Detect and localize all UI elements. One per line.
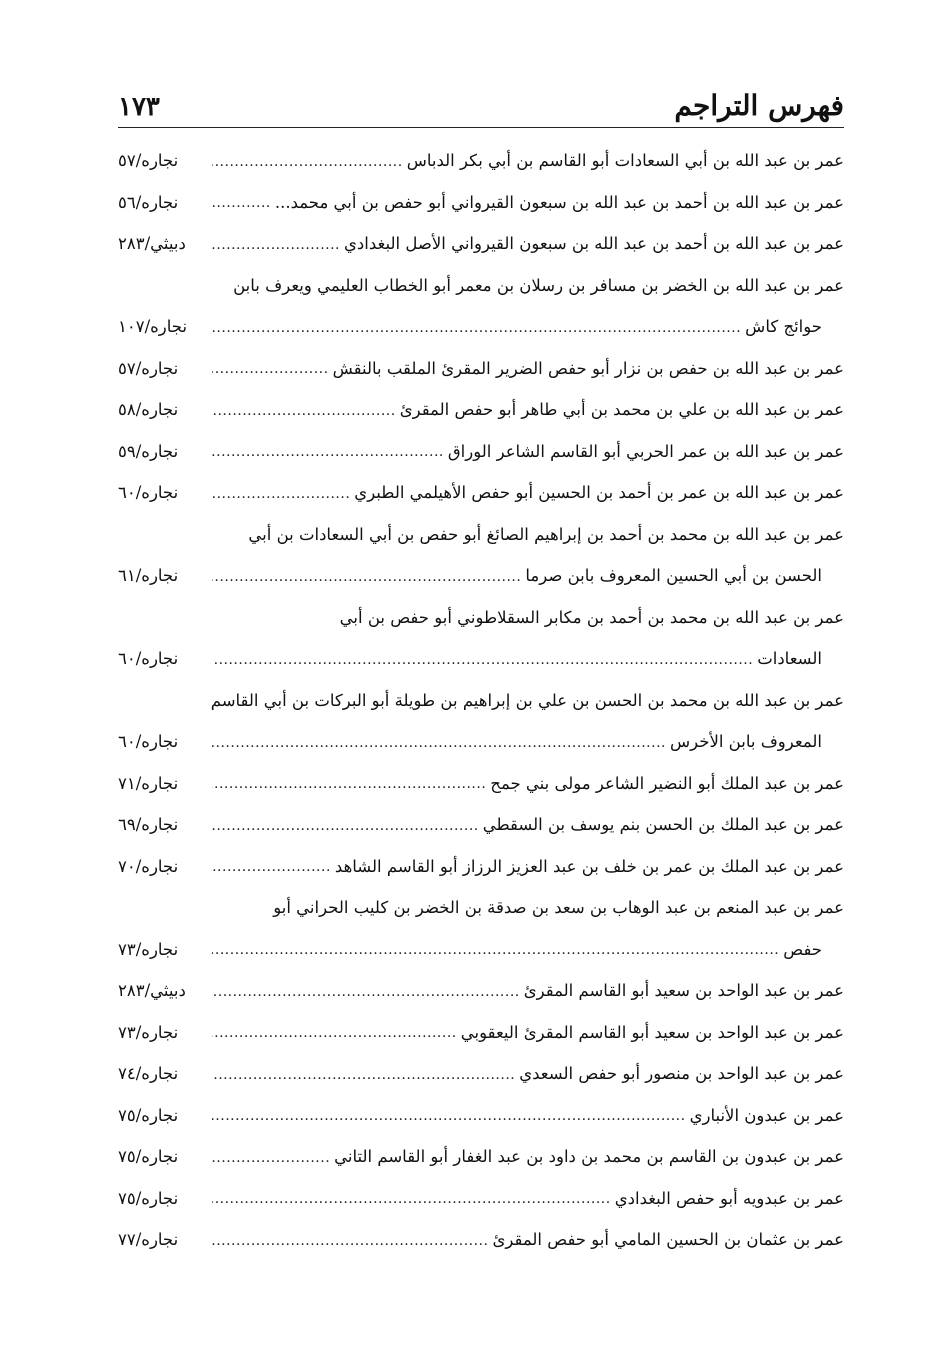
index-entry — [118, 389, 844, 431]
entry-text: عمر بن عبد الله بن الخضر بن مسافر بن رسلان بن معمر أبو الخطاب العليمي ويعرف بابن — [233, 275, 844, 295]
leader-dots — [212, 401, 396, 419]
leader-dots — [212, 774, 486, 792]
entry-text: عمر بن عبد الله بن محمد بن أحمد بن إبراهيم الصائغ أبو حفص بن أبي السعادات بن أبي — [248, 524, 844, 544]
entry-text: عمر بن عبد الله بن أبي السعادات أبو القاسم بن أبي بكر الدباس — [406, 151, 844, 171]
entry-text: الحسن بن أبي الحسين المعروف بابن صرما — [525, 566, 822, 586]
entry-text: عمر بن عبد الله بن محمد بن الحسن بن علي بن إبراهيم بن طويلة أبو البركات بن أبي القاسم — [210, 690, 844, 710]
leader-dots — [212, 733, 666, 751]
entry-reference: نجاره/٧٣ — [118, 1022, 179, 1042]
entry-reference: دبيثي/٢٨٣ — [118, 981, 186, 1001]
entry-text: عمر بن عبد الملك بن عمر بن خلف بن عبد العزيز الرزاز أبو القاسم الشاهد — [334, 856, 844, 876]
index-entry — [118, 182, 844, 224]
index-entries — [118, 140, 844, 1261]
leader-dots — [212, 940, 779, 958]
entry-text: عمر بن عبدون بن القاسم بن محمد بن داود بن عبد الغفار أبو القاسم التاني — [334, 1147, 844, 1167]
entry-reference: نجاره/٥٧ — [118, 358, 179, 378]
entry-text: حوائج كاش — [745, 317, 822, 337]
entry-reference: نجاره/٧٧ — [118, 1230, 179, 1250]
entry-reference: نجاره/٥٧ — [118, 151, 179, 171]
leader-dots — [212, 567, 521, 585]
entry-reference: نجاره/٦٩ — [118, 815, 179, 835]
entry-reference: نجاره/٦٠ — [118, 483, 179, 503]
leader-dots — [212, 1189, 611, 1207]
leader-dots — [212, 193, 271, 211]
entry-text: عمر بن عثمان بن الحسين المامي أبو حفص المقرئ — [492, 1230, 844, 1250]
index-entry — [118, 597, 844, 639]
leader-dots — [212, 1106, 686, 1124]
entry-text: عمر بن عبدون الأنباري — [689, 1105, 844, 1125]
entry-text: عمر بن عبدويه أبو حفص البغدادي — [614, 1188, 844, 1208]
index-entry — [118, 804, 844, 846]
leader-dots — [212, 152, 403, 170]
index-entry-continuation — [118, 306, 844, 348]
leader-dots — [212, 318, 741, 336]
entry-text: عمر بن عبد الله بن علي بن محمد بن أبي طاهر أبو حفص المقرئ — [399, 400, 844, 420]
entry-text: عمر بن عبد المنعم بن عبد الوهاب بن سعد بن صدقة بن الخضر بن كليب الحراني أبو — [273, 898, 844, 918]
entry-reference: نجاره/٧٥ — [118, 1147, 179, 1167]
entry-reference: نجاره/٧١ — [118, 773, 179, 793]
entry-reference: نجاره/٥٨ — [118, 400, 179, 420]
entry-reference: نجاره/٥٩ — [118, 441, 179, 461]
entry-reference: نجاره/٦٠ — [118, 732, 179, 752]
index-entry — [118, 1012, 844, 1054]
index-entry — [118, 1136, 844, 1178]
entry-reference: نجاره/٦٠ — [118, 649, 179, 669]
index-entry-continuation — [118, 929, 844, 971]
entry-text: عمر بن عبد الله بن أحمد بن عبد الله بن سبعون القيرواني أبو حفص بن أبي محمد... — [274, 192, 844, 212]
entry-reference: نجاره/٦١ — [118, 566, 179, 586]
entry-text: حفص — [783, 939, 822, 959]
index-entry — [118, 514, 844, 556]
index-entry — [118, 763, 844, 805]
index-entry — [118, 472, 844, 514]
leader-dots — [212, 359, 329, 377]
index-entry — [118, 680, 844, 722]
page-header — [118, 78, 844, 122]
leader-dots — [212, 442, 444, 460]
leader-dots — [212, 816, 479, 834]
entry-text: عمر بن عبد الله بن عمر بن أحمد بن الحسين أبو حفص الأهيلمي الطبري — [354, 483, 844, 503]
leader-dots — [212, 982, 520, 1000]
entry-reference: نجاره/٥٦ — [118, 192, 179, 212]
leader-dots — [212, 484, 350, 502]
leader-dots — [212, 650, 753, 668]
index-entry — [118, 1053, 844, 1095]
leader-dots — [212, 1065, 515, 1083]
entry-text: عمر بن عبد الله بن أحمد بن عبد الله بن سبعون القيرواني الأصل البغدادي — [344, 234, 844, 254]
header-rule — [118, 127, 844, 128]
entry-text: عمر بن عبد الله بن حفص بن نزار أبو حفص الضرير المقرئ الملقب بالنقش — [332, 358, 844, 378]
index-entry — [118, 1219, 844, 1261]
index-entry — [118, 223, 844, 265]
index-entry — [118, 970, 844, 1012]
entry-text: عمر بن عبد الملك بن الحسن بنم يوسف بن السقطي — [482, 815, 844, 835]
index-entry — [118, 846, 844, 888]
entry-text: عمر بن عبد الواحد بن سعيد أبو القاسم المقرئ اليعقوبي — [460, 1022, 844, 1042]
index-entry — [118, 1095, 844, 1137]
entry-text: عمر بن عبد الواحد بن سعيد أبو القاسم المقرئ — [523, 981, 844, 1001]
index-entry-continuation — [118, 555, 844, 597]
index-entry — [118, 140, 844, 182]
leader-dots — [212, 1023, 457, 1041]
leader-dots — [212, 1148, 330, 1166]
index-entry — [118, 265, 844, 307]
page-number: ١٧٣ — [118, 92, 160, 122]
entry-reference: نجاره/٧٥ — [118, 1188, 179, 1208]
entry-reference: نجاره/١٠٧ — [118, 317, 188, 337]
entry-text: عمر بن عبد الله بن محمد بن أحمد بن مكابر السقلاطوني أبو حفص بن أبي — [339, 607, 844, 627]
entry-text: عمر بن عبد الله بن عمر الحربي أبو القاسم الشاعر الوراق — [447, 441, 844, 461]
index-entry-continuation — [118, 638, 844, 680]
page-title: فهرس التراجم — [674, 89, 844, 122]
index-entry — [118, 348, 844, 390]
entry-reference: نجاره/٧٠ — [118, 856, 179, 876]
entry-reference: دبيثي/٢٨٣ — [118, 234, 186, 254]
leader-dots — [212, 235, 340, 253]
entry-reference: نجاره/٧٥ — [118, 1105, 179, 1125]
leader-dots — [212, 857, 331, 875]
index-entry-continuation — [118, 721, 844, 763]
entry-text: السعادات — [757, 649, 822, 669]
index-entry — [118, 887, 844, 929]
index-entry — [118, 431, 844, 473]
index-entry — [118, 1178, 844, 1220]
leader-dots — [212, 1231, 488, 1249]
entry-reference: نجاره/٧٣ — [118, 939, 179, 959]
entry-text: عمر بن عبد الملك أبو النضير الشاعر مولى بني جمح — [490, 773, 844, 793]
entry-text: المعروف بابن الأخرس — [670, 732, 822, 752]
entry-text: عمر بن عبد الواحد بن منصور أبو حفص السعدي — [519, 1064, 844, 1084]
entry-reference: نجاره/٧٤ — [118, 1064, 179, 1084]
